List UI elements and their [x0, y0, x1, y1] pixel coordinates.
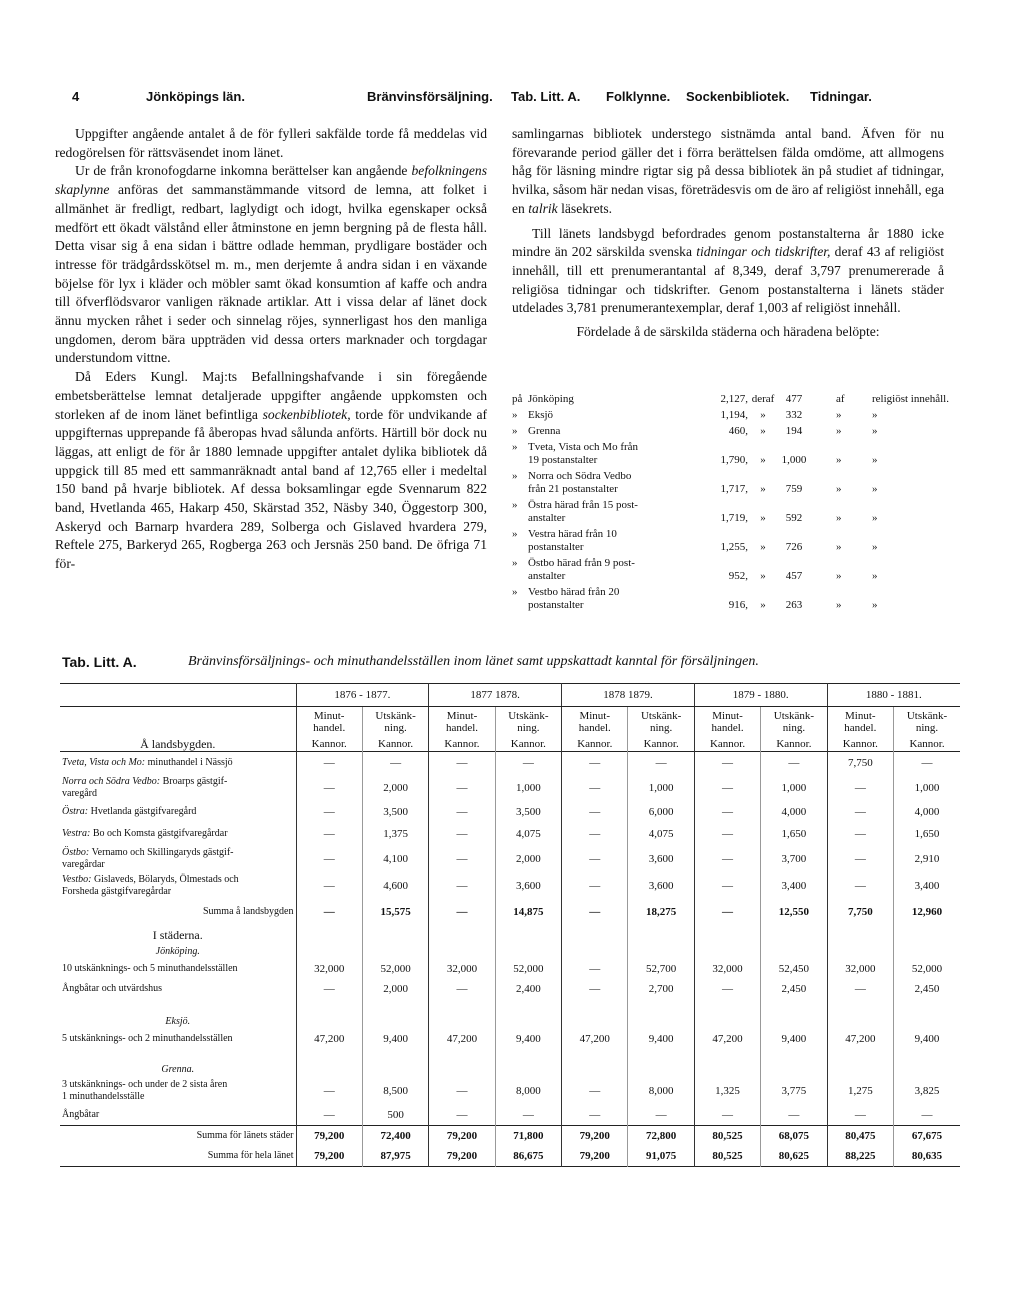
religious-label: »	[872, 599, 878, 611]
cell-value: 67,675	[894, 1126, 960, 1147]
cell-value: —	[562, 801, 628, 823]
town-name: Grenna.	[161, 1064, 195, 1075]
col-utskankning: Utskänk-ning.	[894, 707, 960, 738]
cell-value: —	[761, 752, 827, 775]
cell-value: 8,500	[362, 1077, 428, 1105]
cell-value: —	[694, 752, 760, 775]
cell-value: 7,750	[827, 899, 893, 925]
unit-kannor: Kannor.	[761, 737, 827, 752]
cell-value: 9,400	[628, 1029, 694, 1049]
cell-value: 3,600	[495, 872, 561, 899]
cell-value: 4,100	[362, 845, 428, 872]
cell-value: 1,325	[694, 1077, 760, 1105]
cell-value: 79,200	[296, 1146, 362, 1167]
cell-value: 4,000	[761, 801, 827, 823]
cell-value: 32,000	[296, 959, 362, 979]
ditto-mark: »	[512, 586, 518, 598]
cell-value: 4,600	[362, 872, 428, 899]
row-label: Ångbåtar	[62, 1109, 100, 1120]
religious-label: »	[872, 512, 878, 524]
deraf-label: »	[760, 541, 766, 553]
cell-value: —	[827, 1105, 893, 1126]
table-row	[60, 1015, 960, 1029]
cell-value: 15,575	[362, 899, 428, 925]
cell-value: 8,000	[495, 1077, 561, 1105]
religious-count: 263	[785, 599, 803, 611]
cell-value: —	[562, 752, 628, 775]
deraf-label: deraf	[751, 393, 775, 405]
district-name: Vestra härad från 10 postanstalter	[528, 528, 617, 553]
cell-value: 79,200	[562, 1146, 628, 1167]
cell-value: —	[694, 979, 760, 999]
cell-value: 79,200	[429, 1146, 495, 1167]
cell-value: —	[694, 801, 760, 823]
deraf-label: »	[760, 425, 766, 437]
cell-value: —	[694, 845, 760, 872]
cell-value: —	[894, 1105, 960, 1126]
cell-value: 9,400	[495, 1029, 561, 1049]
table-row	[60, 945, 960, 959]
cell-value: 47,200	[827, 1029, 893, 1049]
cell-value: 2,450	[894, 979, 960, 999]
row-label: Vestra: Bo och Komsta gästgifvaregårdar	[62, 828, 228, 839]
col-minuthandel: Minut-handel.	[562, 707, 628, 738]
religious-label: »	[872, 425, 878, 437]
cell-value: 18,275	[628, 899, 694, 925]
distribution-row	[512, 557, 912, 583]
town-name: Jönköping.	[155, 946, 200, 957]
subscriber-count: 916,	[728, 599, 748, 611]
table-row	[60, 872, 960, 899]
district-name: Tveta, Vista och Mo från 19 postanstalter	[528, 441, 639, 466]
table-row	[60, 1105, 960, 1126]
af-label: »	[836, 409, 842, 421]
cell-value: 9,400	[894, 1029, 960, 1049]
cell-value: 3,775	[761, 1077, 827, 1105]
religious-label: »	[872, 541, 878, 553]
col-minuthandel: Minut-handel.	[827, 707, 893, 738]
cell-value: 3,500	[495, 801, 561, 823]
table-row	[60, 1146, 960, 1167]
cell-value: —	[694, 823, 760, 845]
cell-value: 72,800	[628, 1126, 694, 1147]
cell-value: 52,000	[495, 959, 561, 979]
cell-value: 9,400	[761, 1029, 827, 1049]
cell-value: —	[296, 899, 362, 925]
cell-value: 52,450	[761, 959, 827, 979]
deraf-label: »	[760, 512, 766, 524]
subscriber-count: 1,717,	[720, 483, 748, 495]
table-row	[60, 1049, 960, 1063]
district-name: Eksjö	[528, 409, 554, 421]
af-label: »	[836, 512, 842, 524]
cell-value: —	[429, 872, 495, 899]
row-label: Tveta, Vista och Mo: minuthandel i Nässjö	[62, 757, 233, 768]
cell-value: —	[827, 845, 893, 872]
table-row	[60, 1029, 960, 1049]
subscriber-count: 952,	[728, 570, 748, 582]
religious-label: »	[872, 409, 878, 421]
sum-hela-label: Summa för hela länet	[207, 1150, 294, 1161]
distribution-row	[512, 528, 912, 554]
sum-stader-label: Summa för länets städer	[196, 1130, 294, 1141]
religious-count: 457	[785, 570, 803, 582]
paragraph-lasekrets: samlingarnas bibliotek understego sistnämda antal band. Äfven för nu förevarande period gäller det i förra berättelsen fälda omdöme, att allmogens håg för läsning mindre rigtar sig på dessa bibliotek än på studiet af tidningar, hvilka, såsom här nedan visas, företrädesvis om de äro af religiöst innehåll, ega en talrik läsekrets.	[512, 126, 944, 216]
cell-value: —	[894, 752, 960, 775]
table-row	[60, 999, 960, 1015]
col-minuthandel: Minut-handel.	[296, 707, 362, 738]
table-row	[60, 899, 960, 925]
subscriber-count: 460,	[728, 425, 748, 437]
cell-value: —	[694, 899, 760, 925]
cell-value: 32,000	[827, 959, 893, 979]
cell-value: 4,075	[628, 823, 694, 845]
cell-value: 52,000	[362, 959, 428, 979]
religious-label: »	[872, 570, 878, 582]
cell-value: —	[562, 872, 628, 899]
cell-value: —	[296, 979, 362, 999]
cell-value: —	[761, 1105, 827, 1126]
table-row	[60, 845, 960, 872]
cell-value: —	[495, 1105, 561, 1126]
cell-value: 500	[362, 1105, 428, 1126]
table-row	[60, 752, 960, 775]
ditto-mark: »	[512, 528, 518, 540]
deraf-label: »	[760, 409, 766, 421]
cell-value: 47,200	[296, 1029, 362, 1049]
cell-value: —	[296, 774, 362, 801]
deraf-label: »	[760, 483, 766, 495]
religious-count: 477	[785, 393, 803, 405]
cell-value: 86,675	[495, 1146, 561, 1167]
year-header: 1876 - 1877.	[296, 684, 429, 707]
cell-value: —	[628, 1105, 694, 1126]
table-title	[62, 654, 759, 672]
distribution-list	[512, 393, 949, 615]
deraf-label: »	[760, 454, 766, 466]
cell-value: 87,975	[362, 1146, 428, 1167]
af-label: »	[836, 483, 842, 495]
left-column	[55, 125, 487, 574]
row-label: Norra och Södra Vedbo: Broarps gästgif- varegård	[62, 775, 228, 799]
cell-value: 14,875	[495, 899, 561, 925]
unit-kannor: Kannor.	[362, 737, 428, 752]
ditto-mark: »	[512, 557, 518, 569]
cell-value: —	[429, 752, 495, 775]
cell-value: 4,075	[495, 823, 561, 845]
ditto-mark: på	[512, 393, 523, 405]
cell-value: —	[296, 1077, 362, 1105]
unit-kannor: Kannor.	[562, 737, 628, 752]
cell-value: 3,600	[628, 872, 694, 899]
religious-count: 726	[785, 541, 803, 553]
table-caption: Bränvinsförsäljnings- och minuthandelsställen inom länet samt uppskattadt kanntal för försäljningen.	[188, 654, 759, 669]
distribution-row	[512, 586, 912, 612]
table-row	[60, 684, 960, 707]
district-name: Vestbo härad från 20 postanstalter	[528, 586, 620, 611]
row-label: 10 utskänknings- och 5 minuthandelsställen	[62, 963, 238, 974]
deraf-label: »	[760, 570, 766, 582]
paragraph-skaplynne: Ur de från kronofogdarne inkomna berättelser kan angående befolkningens skaplynne anföras det sammanstämmande vitsord de lemna, att folket i allmänhet är fredligt, redbart, laglydigt och idogt, hvilka egenskaper också medfört ett ökadt välstånd eller åtminstone en jemn bergning på de flesta håll. Detta visar sig å ena sidan i bättre odlade hemman, prydligare bostäder och intresse för trädgårdsskötsel m. m., men derjemte å andra sidan i en växande böjelse för lyx i kläder och möbler samt ökad konsumtion af kaffe och andra till öfverflödsvaror vanligen räknade artiklar. Att i vissa delar af länet dock ännu mycken råhet i seder och sinnelag röjes, synnerligast hos den manliga ungdomen, derom bära uppträden vid dessa orters marknader och torgdagar understundom vittne.	[55, 163, 488, 366]
cell-value: —	[562, 899, 628, 925]
cell-value: 79,200	[429, 1126, 495, 1147]
section-staderna: I städerna.	[152, 928, 203, 942]
col-utskankning: Utskänk-ning.	[761, 707, 827, 738]
row-label: Ångbåtar och utvärdshus	[62, 983, 162, 994]
paragraph-fylleri: Uppgifter angående antalet å de för fylleri sakfälde torde få meddelas vid redogörelsen för rättsväsendet inom länet.	[55, 126, 487, 160]
cell-value: 12,960	[894, 899, 960, 925]
cell-value: 6,000	[628, 801, 694, 823]
cell-value: 79,200	[296, 1126, 362, 1147]
district-name: Jönköping	[528, 393, 574, 405]
unit-kannor: Kannor.	[495, 737, 561, 752]
district-name: Östra härad från 15 post- anstalter	[528, 499, 638, 524]
cell-value: 2,000	[362, 979, 428, 999]
cell-value: 2,000	[362, 774, 428, 801]
table-row	[60, 1126, 960, 1147]
cell-value: —	[429, 823, 495, 845]
cell-value: —	[429, 1105, 495, 1126]
cell-value: 91,075	[628, 1146, 694, 1167]
cell-value: 32,000	[694, 959, 760, 979]
table-row	[60, 925, 960, 945]
cell-value: 4,000	[894, 801, 960, 823]
cell-value: 80,475	[827, 1126, 893, 1147]
cell-value: —	[827, 801, 893, 823]
cell-value: 32,000	[429, 959, 495, 979]
cell-value: —	[429, 899, 495, 925]
subscriber-count: 1,719,	[720, 512, 748, 524]
cell-value: 80,525	[694, 1146, 760, 1167]
cell-value: 1,000	[761, 774, 827, 801]
table-row	[60, 707, 960, 738]
cell-value: 80,625	[761, 1146, 827, 1167]
header-folklynne: Folklynne.	[606, 89, 671, 104]
cell-value: 8,000	[628, 1077, 694, 1105]
col-utskankning: Utskänk-ning.	[628, 707, 694, 738]
table-row	[60, 737, 960, 752]
cell-value: 2,400	[495, 979, 561, 999]
cell-value: 1,000	[495, 774, 561, 801]
cell-value: —	[827, 823, 893, 845]
cell-value: 52,700	[628, 959, 694, 979]
col-minuthandel: Minut-handel.	[429, 707, 495, 738]
cell-value: 2,700	[628, 979, 694, 999]
town-name: Eksjö.	[165, 1016, 191, 1027]
table-row	[60, 1077, 960, 1105]
table-row	[60, 1063, 960, 1077]
af-label: »	[836, 599, 842, 611]
cell-value: —	[562, 774, 628, 801]
cell-value: 2,000	[495, 845, 561, 872]
paragraph-tidningar: Till länets landsbygd befordrades genom postanstalterna år 1880 icke mindre än 202 särskilda svenska tidningar och tidskrifter, deraf 43 af religiöst innehåll, till ett prenumerantantal af 8,349, deraf 3,797 prenumererade å religiösa tidningar och tidskrifter. Genom postanstalterna i länets städer utdelades 3,781 prenumerantexemplar, deraf 1,003 af religiöst innehåll.	[512, 225, 944, 316]
cell-value: —	[362, 752, 428, 775]
cell-value: —	[296, 823, 362, 845]
cell-value: 80,525	[694, 1126, 760, 1147]
cell-value: 3,700	[761, 845, 827, 872]
subscriber-count: 2,127,	[720, 393, 748, 405]
cell-value: 1,650	[894, 823, 960, 845]
district-name: Norra och Södra Vedbo från 21 postanstalter	[528, 470, 632, 495]
col-utskankning: Utskänk-ning.	[495, 707, 561, 738]
cell-value: —	[429, 801, 495, 823]
af-label: »	[836, 425, 842, 437]
header-tidningar: Tidningar.	[810, 89, 872, 104]
cell-value: 88,225	[827, 1146, 893, 1167]
row-label: 5 utskänknings- och 2 minuthandelsställen	[62, 1033, 233, 1044]
cell-value: 47,200	[429, 1029, 495, 1049]
sum-landsbygden-label: Summa å landsbygden	[202, 906, 294, 917]
cell-value: 3,500	[362, 801, 428, 823]
year-header: 1878 1879.	[562, 684, 695, 707]
header-topic: Bränvinsförsäljning.	[367, 89, 493, 104]
unit-kannor: Kannor.	[694, 737, 760, 752]
row-label: Östra: Hvetlanda gästgifvaregård	[62, 806, 197, 817]
header-sockenbibliotek: Sockenbibliotek.	[686, 89, 790, 104]
right-column	[512, 125, 944, 347]
religious-label: »	[872, 454, 878, 466]
cell-value: 3,600	[628, 845, 694, 872]
religious-count: 592	[785, 512, 803, 524]
row-label: 3 utskänknings- och under de 2 sista åren 1 minuthandelsställe	[62, 1079, 228, 1102]
unit-kannor: Kannor.	[827, 737, 893, 752]
district-name: Östbo härad från 9 post- anstalter	[528, 557, 635, 582]
row-label: Östbo: Vernamo och Skillingaryds gästgif- varegårdar	[62, 846, 234, 870]
row-label: Vestbo: Gislaveds, Bölaryds, Ölmestads och Forsheda gästgifvaregårdar	[62, 873, 239, 897]
cell-value: —	[827, 872, 893, 899]
cell-value: 79,200	[562, 1126, 628, 1147]
cell-value: 47,200	[562, 1029, 628, 1049]
religious-label: religiöst innehåll.	[872, 393, 949, 405]
ditto-mark: »	[512, 441, 518, 453]
deraf-label: »	[760, 599, 766, 611]
cell-value: —	[694, 872, 760, 899]
cell-value: 1,000	[628, 774, 694, 801]
cell-value: 1,375	[362, 823, 428, 845]
subscriber-count: 1,194,	[720, 409, 748, 421]
cell-value: 47,200	[694, 1029, 760, 1049]
cell-value: —	[562, 959, 628, 979]
cell-value: 1,275	[827, 1077, 893, 1105]
table-row	[60, 979, 960, 999]
page-number: 4	[72, 89, 80, 104]
distribution-row	[512, 470, 912, 496]
cell-value: —	[562, 1077, 628, 1105]
distribution-heading: Fördelade å de särskilda städerna och häradena belöpte:	[576, 324, 880, 340]
religious-count: 1,000	[781, 454, 807, 466]
religious-count: 332	[785, 409, 803, 421]
cell-value: —	[694, 1105, 760, 1126]
cell-value: —	[694, 774, 760, 801]
cell-value: 3,400	[894, 872, 960, 899]
unit-kannor: Kannor.	[894, 737, 960, 752]
header-tab-ref: Tab. Litt. A.	[511, 89, 581, 104]
header-region: Jönköpings län.	[146, 89, 245, 104]
religious-label: »	[872, 483, 878, 495]
cell-value: —	[296, 845, 362, 872]
cell-value: —	[562, 823, 628, 845]
cell-value: —	[495, 752, 561, 775]
cell-value: —	[296, 872, 362, 899]
data-table	[60, 683, 960, 1167]
cell-value: 80,635	[894, 1146, 960, 1167]
cell-value: —	[827, 979, 893, 999]
table-row	[60, 823, 960, 845]
af-label: af	[836, 393, 845, 405]
unit-kannor: Kannor.	[296, 737, 362, 752]
col-minuthandel: Minut-handel.	[694, 707, 760, 738]
cell-value: —	[562, 1105, 628, 1126]
subscriber-count: 1,790,	[720, 454, 748, 466]
cell-value: 72,400	[362, 1126, 428, 1147]
cell-value: 52,000	[894, 959, 960, 979]
year-header: 1880 - 1881.	[827, 684, 960, 707]
table-label: Tab. Litt. A.	[62, 654, 137, 670]
cell-value: —	[827, 774, 893, 801]
cell-value: 1,000	[894, 774, 960, 801]
distribution-row	[512, 441, 912, 467]
cell-value: 3,400	[761, 872, 827, 899]
table-row	[60, 959, 960, 979]
unit-kannor: Kannor.	[429, 737, 495, 752]
cell-value: 68,075	[761, 1126, 827, 1147]
religious-count: 759	[785, 483, 803, 495]
cell-value: 2,910	[894, 845, 960, 872]
cell-value: —	[429, 774, 495, 801]
cell-value: 71,800	[495, 1126, 561, 1147]
cell-value: —	[628, 752, 694, 775]
year-header: 1877 1878.	[429, 684, 562, 707]
col-utskankning: Utskänk-ning.	[362, 707, 428, 738]
cell-value: —	[429, 979, 495, 999]
af-label: »	[836, 454, 842, 466]
cell-value: —	[562, 979, 628, 999]
table-row	[60, 801, 960, 823]
cell-value: —	[296, 752, 362, 775]
distribution-row	[512, 409, 912, 422]
distribution-row	[512, 425, 912, 438]
ditto-mark: »	[512, 409, 518, 421]
district-name: Grenna	[528, 425, 561, 437]
distribution-row	[512, 499, 912, 525]
cell-value: —	[296, 801, 362, 823]
paragraph-sockenbibliotek: Då Eders Kungl. Maj:ts Befallningshafvande i sin föregående embetsberättelse lemnat detaljerade uppgifter angående uppkomsten och storleken af de inom länet befintliga sockenbibliotek, torde för undvikande af uppgifternas upprepande få åberopas hvad sålunda anförts. Härtill bör dock nu läggas, att enligt de för år 1880 lemnade uppgifter antalet dylika bibliotek då uppgick till 85 med ett sammanräknadt antal band af 12,765 eller i medeltal 150 band på hvarje bibliotek. Af dessa boksamlingar egde Svennarum 822 band, Hvetlanda 465, Hakarp 450, Skärstad 352, Näsby 340, Öggestorp 300, Askeryd och Barnarp hvardera 289, Solberga och Gislaved hvardera 279, Reftele 275, Barkeryd 265, Rogberga 263 och Jersnäs 250 band. De öfriga 71 för-	[55, 369, 488, 572]
ditto-mark: »	[512, 499, 518, 511]
subscriber-count: 1,255,	[720, 541, 748, 553]
section-landsbygden: Å landsbygden.	[140, 737, 216, 751]
cell-value: 1,650	[761, 823, 827, 845]
cell-value: 3,825	[894, 1077, 960, 1105]
cell-value: —	[429, 1077, 495, 1105]
year-header: 1879 - 1880.	[694, 684, 827, 707]
cell-value: 2,450	[761, 979, 827, 999]
af-label: »	[836, 570, 842, 582]
distribution-row	[512, 393, 949, 406]
cell-value: 7,750	[827, 752, 893, 775]
cell-value: 12,550	[761, 899, 827, 925]
cell-value: —	[296, 1105, 362, 1126]
religious-count: 194	[785, 425, 803, 437]
cell-value: —	[562, 845, 628, 872]
cell-value: —	[429, 845, 495, 872]
af-label: »	[836, 541, 842, 553]
ditto-mark: »	[512, 425, 518, 437]
ditto-mark: »	[512, 470, 518, 482]
table-row	[60, 774, 960, 801]
cell-value: 9,400	[362, 1029, 428, 1049]
unit-kannor: Kannor.	[628, 737, 694, 752]
